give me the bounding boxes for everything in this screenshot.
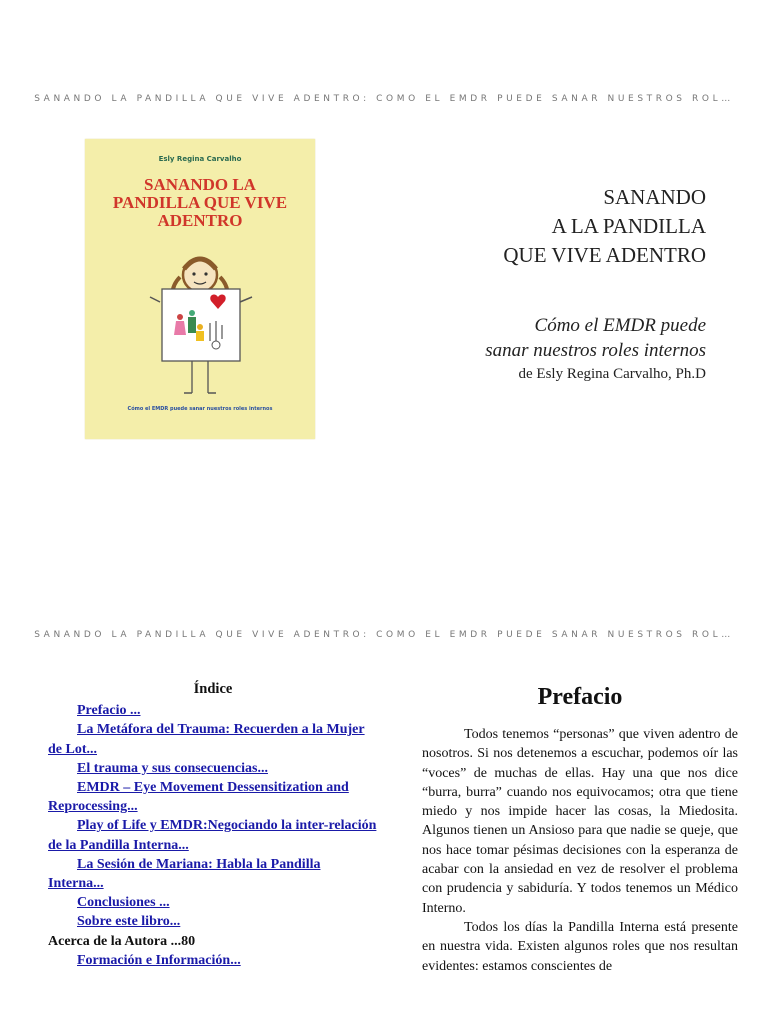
cover-title-line: PANDILLA QUE VIVE [112,193,288,212]
cover-title [85,176,315,230]
toc-link-formacion[interactable]: Formación e Información... [77,952,241,968]
book-subtitle-line: Cómo el EMDR puede [534,315,706,336]
toc-link-sesion-mariana[interactable]: La Sesión de Mariana: Habla la Pandilla Interna... [48,856,321,892]
preface-paragraph: Todos tenemos “personas” que viven adentro de nosotros. Si nos detenemos a escuchar, podemos oír las “voces” de muchas de ellas. Hay una que nos dice “burra, burra” cuando nos equivocamos; otra que tiene miedo y nos impide hacer las cosas, la Miedosita. Algunos tienen un Ansioso para que nadie se queje, que nos hace tomar pésimas decisiones con la esperanza de acabar con la ansiedad en vez de resolver el problema con prudencia y sabiduría. Y todos tenemos un Médico Interno. [422,727,738,916]
preface-section [422,684,738,976]
toc-entry-autora: Acerca de la Autora ...80 [48,933,196,949]
book-title-line: QUE VIVE ADENTRO [503,243,706,267]
book-subtitle [485,313,706,363]
toc-link-metafora[interactable]: La Metáfora del Trauma: Recuerden a la Mujer de Lot... [48,722,365,757]
toc-link-sobre-libro[interactable]: Sobre este libro... [77,914,181,930]
running-head: SANANDO LA PANDILLA QUE VIVE ADENTRO: COMO EL EMDR PUEDE SANAR NUESTROS ROL… [34,630,734,640]
toc-link-conclusiones[interactable]: Conclusiones ... [77,895,170,911]
running-head: SANANDO LA PANDILLA QUE VIVE ADENTRO: COMO EL EMDR PUEDE SANAR NUESTROS ROL… [34,94,734,104]
cover-title-line: SANANDO LA [144,175,256,194]
toc-link-play-of-life[interactable]: Play of Life y EMDR:Negociando la inter-relación de la Pandilla Interna... [48,818,377,853]
cover-title-line: ADENTRO [157,211,243,230]
cover-subtitle: Cómo el EMDR puede sanar nuestros roles internos [127,406,273,412]
toc-link-trauma[interactable]: El trauma y sus consecuencias... [77,760,268,776]
book-cover [85,139,315,439]
table-of-contents [48,680,378,970]
preface-heading: Prefacio [537,684,623,710]
title-block [485,183,706,385]
cover-illustration [140,247,260,407]
toc-link-prefacio[interactable]: Prefacio ... [77,703,141,719]
book-title-line: A LA PANDILLA [551,214,706,238]
preface-paragraph: Todos los días la Pandilla Interna está presente en nuestra vida. Existen algunos roles que nos resultan evidentes: estamos conscientes de [422,919,738,974]
book-title-line: SANANDO [603,185,706,209]
index-heading: Índice [193,681,233,697]
book-subtitle-line: sanar nuestros roles internos [485,340,706,361]
toc-link-emdr[interactable]: EMDR – Eye Movement Dessensitization and Reprocessing... [48,780,349,815]
cover-author: Esly Regina Carvalho [158,155,242,163]
byline: de Esly Regina Carvalho, Ph.D [518,366,706,382]
